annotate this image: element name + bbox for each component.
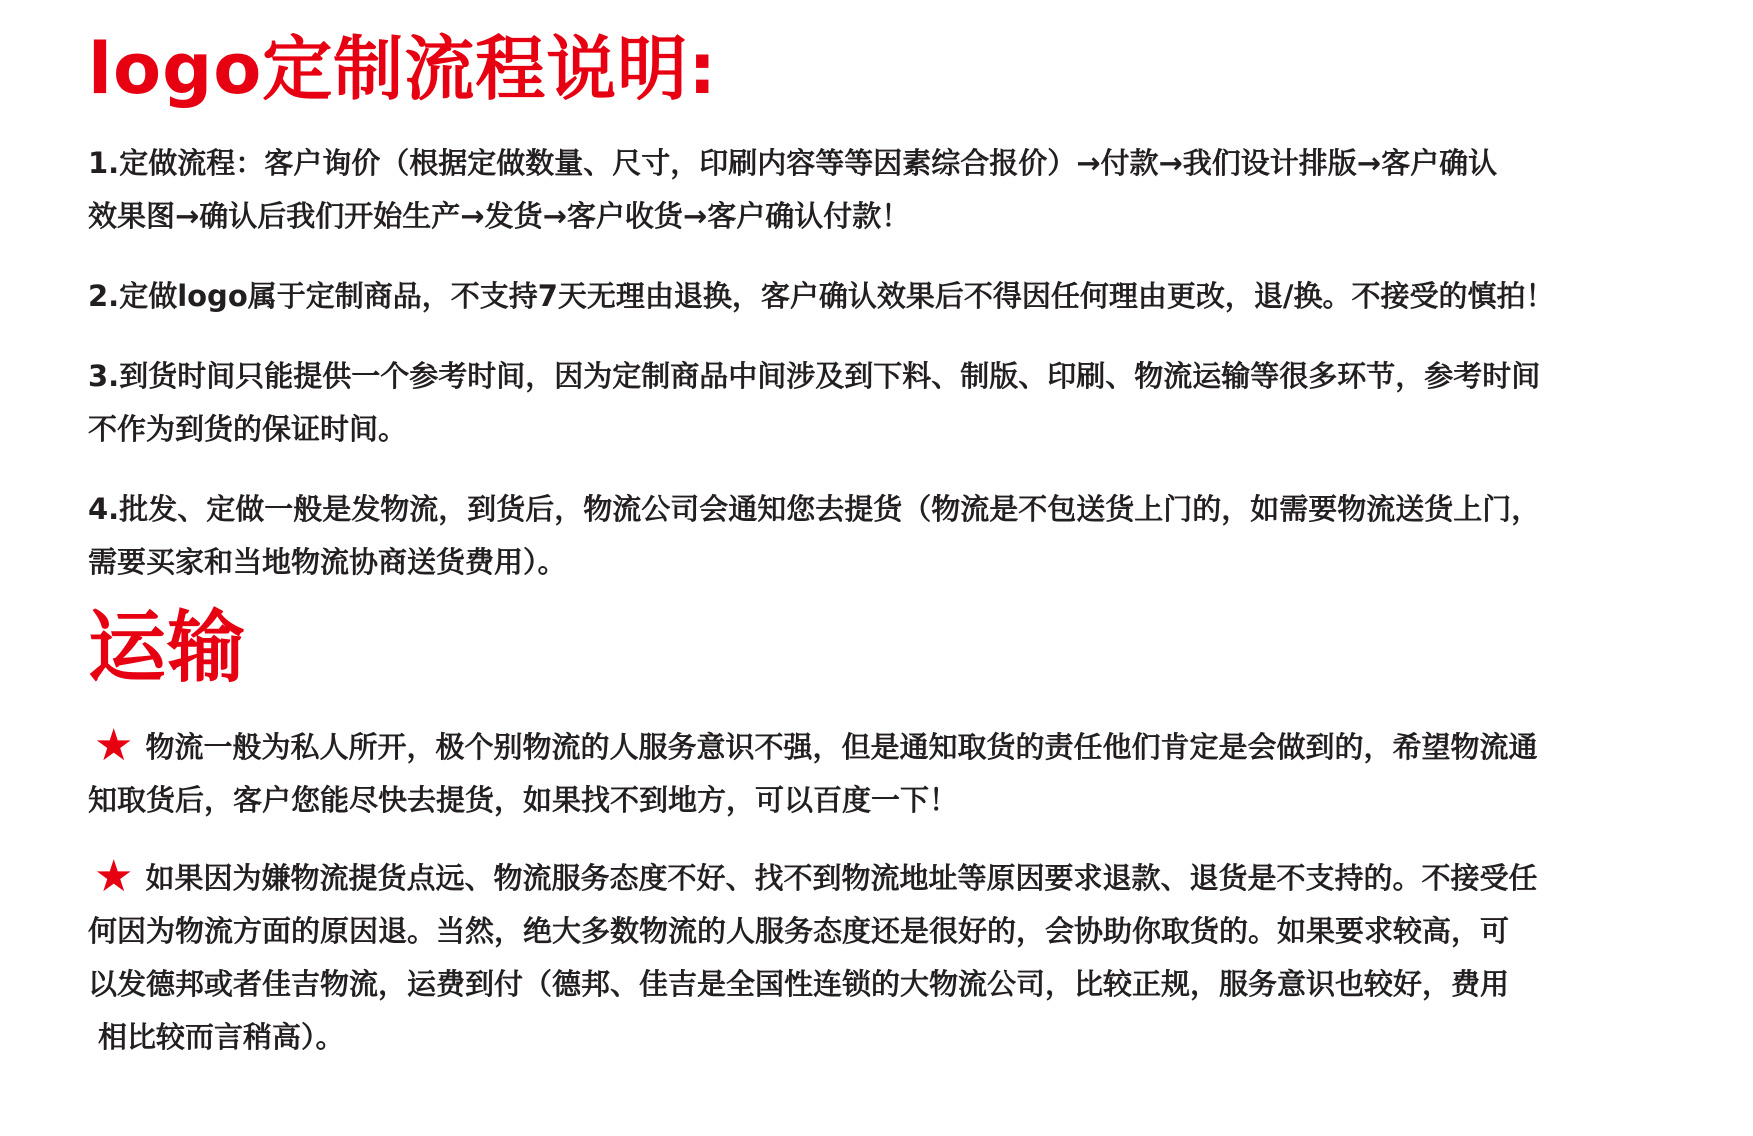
process-item-2 xyxy=(88,270,1708,323)
shipping-item-1 xyxy=(88,721,1708,827)
paragraph-line: 4.批发、定做一般是发物流，到货后，物流公司会通知您去提货（物流是不包送货上门的，如需要物流送货上门， xyxy=(88,492,1541,526)
process-item-1 xyxy=(88,137,1708,243)
paragraph-line: 3.到货时间只能提供一个参考时间，因为定制商品中间涉及到下料、制版、印刷、物流运输等很多环节，参考时间 xyxy=(88,359,1541,393)
star-icon: ★ xyxy=(94,851,134,902)
paragraph-line: 以发德邦或者佳吉物流，运费到付（德邦、佳吉是全国性连锁的大物流公司，比较正规，服务意识也较好，费用 xyxy=(88,967,1510,1001)
paragraph-line: 1.定做流程：客户询价（根据定做数量、尺寸，印刷内容等等因素综合报价）→付款→我们设计排版→客户确认 xyxy=(88,146,1498,180)
paragraph-line: 效果图→确认后我们开始生产→发货→客户收货→客户确认付款！ xyxy=(88,199,911,233)
star-icon: ★ xyxy=(94,720,134,771)
document-page xyxy=(88,0,1708,1064)
section-title-shipping: 运输 xyxy=(88,603,247,693)
paragraph-line: 不作为到货的保证时间。 xyxy=(88,412,408,446)
paragraph-line xyxy=(88,852,1708,905)
process-item-4 xyxy=(88,483,1708,589)
paragraph-line xyxy=(88,721,1708,774)
paragraph-text: 物流一般为私人所开，极个别物流的人服务意识不强，但是通知取货的责任他们肯定是会做到的，希望物流通 xyxy=(145,730,1538,764)
section-title-logo-process: logo定制流程说明: xyxy=(88,28,718,110)
paragraph-line: 何因为物流方面的原因退。当然，绝大多数物流的人服务态度还是很好的，会协助你取货的。如果要求较高，可 xyxy=(88,914,1510,948)
paragraph-text: 如果因为嫌物流提货点远、物流服务态度不好、找不到物流地址等原因要求退款、退货是不支持的。不接受任 xyxy=(145,861,1538,895)
process-item-3 xyxy=(88,350,1708,456)
paragraph-line: 2.定做logo属于定制商品，不支持7天无理由退换，客户确认效果后不得因任何理由更改，退/换。不接受的慎拍！ xyxy=(88,279,1555,313)
paragraph-line: 知取货后，客户您能尽快去提货，如果找不到地方，可以百度一下！ xyxy=(88,783,959,817)
shipping-item-2 xyxy=(88,852,1708,1064)
paragraph-line: 相比较而言稍高）。 xyxy=(98,1020,345,1054)
paragraph-line: 需要买家和当地物流协商送货费用）。 xyxy=(88,545,567,579)
